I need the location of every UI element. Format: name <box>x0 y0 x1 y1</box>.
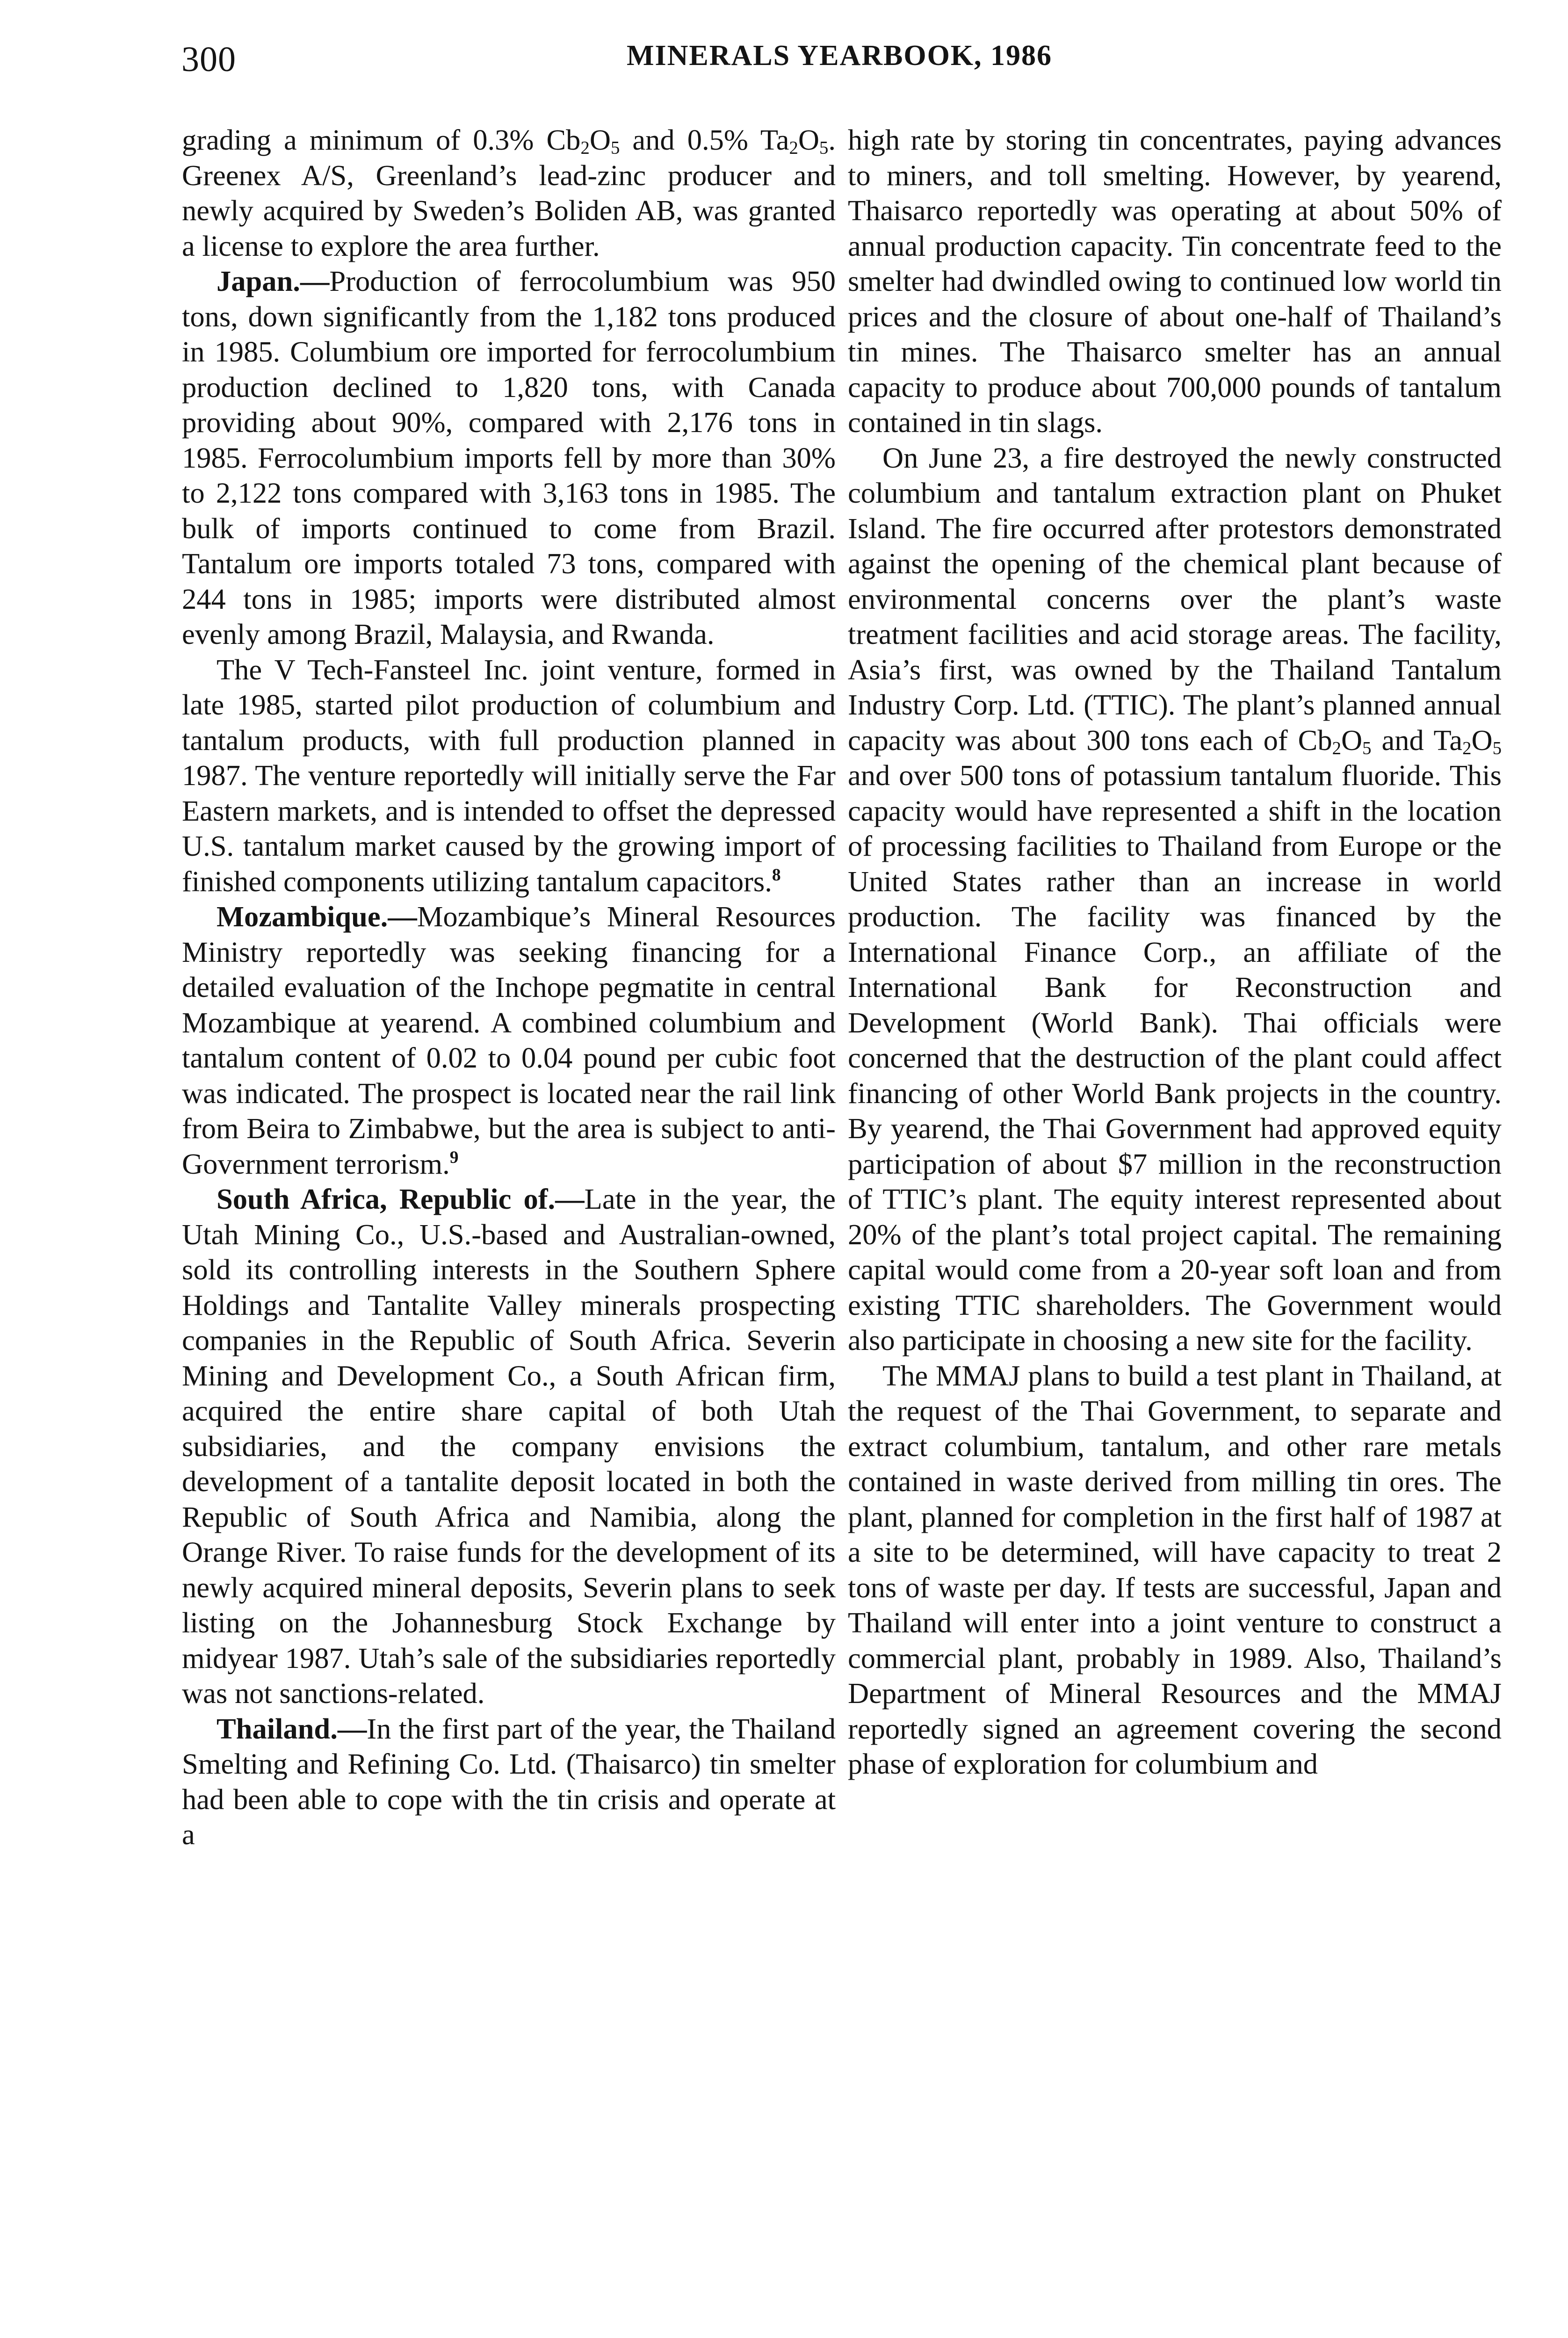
paragraph-mozambique: Mozambique.—Mozambique’s Mineral Resources Ministry reportedly was seeking financing for a detailed evaluation of the Inchope pegmatite in central Mozambique at yearend. A combined columbium and tantalum content of 0.02 to 0.04 pound per cubic foot was indicated. The prospect is located near the rail link from Beira to Zimbabwe, but the area is subject to anti-Government terrorism.$^9$ <box>182 900 836 1180</box>
footnote-ref-9: 9 <box>449 1147 459 1167</box>
page-header <box>181 39 1497 81</box>
paragraph-thaisarco-continued: high rate by storing tin concentrates, paying advances to miners, and toll smelting. However, by yearend, Thaisarco reportedly was operating at about 50% of annual production capacity. Tin concentrate feed to the smelter had dwindled owing to continued low world tin prices and the closure of about one-half of Thailand’s tin mines. The Thaisarco smelter has an annual capacity to produce about 700,000 pounds of tantalum contained in tin slags. <box>848 123 1502 439</box>
running-title: MINERALS YEARBOOK, 1986 <box>626 40 1053 72</box>
right-column <box>848 123 1502 1782</box>
paragraph-south-africa: South Africa, Republic of.—Late in the year, the Utah Mining Co., U.S.-based and Australian-owned, sold its controlling interests in the Southern Sphere Holdings and Tantalite Valley minerals prospecting companies in the Republic of South Africa. Severin Mining and Development Co., a South African firm, acquired the entire share capital of both Utah subsidiaries, and the company envisions the development of a tantalite deposit located in both the Republic of South Africa and Namibia, along the Orange River. To raise funds for the development of its newly acquired mineral deposits, Severin plans to seek listing on the Johannesburg Stock Exchange by midyear 1987. Utah’s sale of the subsidiaries reportedly was not sanctions-related. <box>182 1183 836 1710</box>
heading-japan: Japan.— <box>217 265 330 297</box>
paragraph-greenland-continued: grading a minimum of 0.3% $Cb_2O_5$ and 0.5% $Ta_2O_5$. Greenex A/S, Greenland’s lead-zinc producer and newly acquired by Sweden’s Boliden AB, was granted a license to explore the area further. <box>182 123 836 262</box>
paragraph-mmaj-test-plant: The MMAJ plans to build a test plant in Thailand, at the request of the Thai Government, to separate and extract columbium, tantalum, and other rare metals contained in waste derived from milling tin ores. The plant, planned for completion in the first half of 1987 at a site to be determined, will have capacity to treat 2 tons of waste per day. If tests are successful, Japan and Thailand will enter into a joint venture to construct a commercial plant, probably in 1989. Also, Thailand’s Department of Mineral Resources and the MMAJ reportedly signed an agreement covering the second phase of exploration for columbium and <box>848 1359 1502 1780</box>
paragraph-phuket-fire: On June 23, a fire destroyed the newly constructed columbium and tantalum extraction plant on Phuket Island. The fire occurred after protestors demonstrated against the opening of the chemical plant because of environmental concerns over the plant’s waste treatment facilities and acid storage areas. The facility, Asia’s first, was owned by the Thailand Tantalum Industry Corp. Ltd. (TTIC). The plant’s planned annual capacity was about 300 tons each of $Cb_2O_5$ and $Ta_2O_5$ and over 500 tons of potassium tantalum fluoride. This capacity would have represented a shift in the location of processing facilities to Thailand from Europe or the United States rather than an increase in world production. The facility was financed by the International Finance Corp., an affiliate of the International Bank for Reconstruction and Development (World Bank). Thai officials were concerned that the destruction of the plant could affect financing of other World Bank projects in the country. By yearend, the Thai Government had approved equity participation of about $7 million in the reconstruction of TTIC’s plant. The equity interest represented about 20% of the plant’s total project capital. The remaining capital would come from a 20-year soft loan and from existing TTIC shareholders. The Government would also participate in choosing a new site for the facility. <box>848 441 1502 1357</box>
paragraph-thailand: Thailand.—In the first part of the year, the Thailand Smelting and Refining Co. Ltd. (Thaisarco) tin smelter had been able to cope with the tin crisis and operate at a <box>182 1712 836 1851</box>
paragraph-vtech-fansteel: The V Tech-Fansteel Inc. joint venture, formed in late 1985, started pilot production of columbium and tantalum products, with full production planned in 1987. The venture reportedly will initially serve the Far Eastern markets, and is intended to offset the depressed U.S. tantalum market caused by the growing import of finished components utilizing tantalum capacitors.$^8$ <box>182 653 836 898</box>
left-column <box>182 123 836 1853</box>
footnote-ref-8: 8 <box>772 865 781 885</box>
paragraph-japan: Japan.—Production of ferrocolumbium was 950 tons, down significantly from the 1,182 tons produced in 1985. Columbium ore imported for ferrocolumbium production declined to 1,820 tons, with Canada providing about 90%, compared with 2,176 tons in 1985. Ferrocolumbium imports fell by more than 30% to 2,122 tons compared with 3,163 tons in 1985. The bulk of imports continued to come from Brazil. Tantalum ore imports totaled 73 tons, compared with 244 tons in 1985; imports were distributed almost evenly among Brazil, Malaysia, and Rwanda. <box>182 265 836 650</box>
heading-south-africa: South Africa, Republic of.— <box>217 1183 585 1215</box>
page-number: 300 <box>181 40 236 79</box>
heading-mozambique: Mozambique.— <box>217 900 417 933</box>
heading-thailand: Thailand.— <box>217 1712 367 1745</box>
